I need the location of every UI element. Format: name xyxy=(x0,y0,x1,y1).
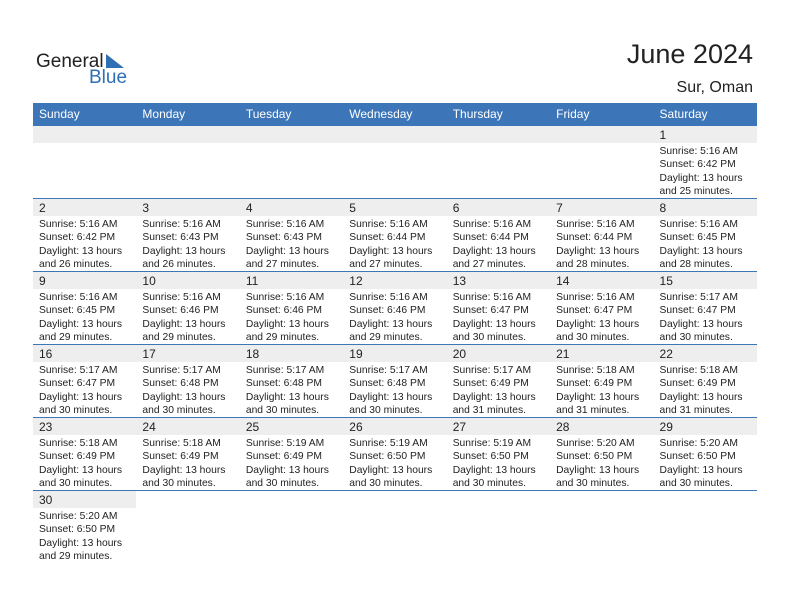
week-row xyxy=(33,418,757,491)
day-info xyxy=(447,216,550,271)
day-number: 27 xyxy=(452,420,467,434)
day-number: 18 xyxy=(245,347,260,361)
day-number: 29 xyxy=(659,420,673,434)
daylight-hours: Daylight: 13 hours xyxy=(659,464,743,476)
daylight-hours: Daylight: 13 hours xyxy=(452,245,536,257)
daylight-minutes: and 30 minutes. xyxy=(349,477,423,489)
day-cell xyxy=(33,345,136,417)
sunset-time: Sunset: 6:48 PM xyxy=(349,378,426,390)
sunset-time: Sunset: 6:42 PM xyxy=(39,232,116,244)
daylight-hours: Daylight: 13 hours xyxy=(245,391,329,403)
sunrise-time: Sunrise: 5:16 AM xyxy=(452,219,532,230)
daylight-minutes: and 30 minutes. xyxy=(142,477,216,489)
daylight-hours: Daylight: 13 hours xyxy=(659,172,743,184)
sunrise-time: Sunrise: 5:16 AM xyxy=(556,292,635,303)
day-number: 20 xyxy=(452,347,467,361)
weekday-thursday: Thursday xyxy=(452,107,503,121)
sunrise-time: Sunrise: 5:16 AM xyxy=(245,292,325,303)
sunrise-time: Sunrise: 5:20 AM xyxy=(659,438,738,449)
day-info xyxy=(550,289,653,344)
location-subtitle: Sur, Oman xyxy=(676,79,753,96)
day-info xyxy=(33,508,136,563)
sunset-time: Sunset: 6:47 PM xyxy=(556,305,633,317)
day-info xyxy=(343,216,446,271)
daylight-minutes: and 29 minutes. xyxy=(39,331,113,343)
sunset-time: Sunset: 6:45 PM xyxy=(39,305,116,317)
day-cell xyxy=(343,418,446,490)
sunset-time: Sunset: 6:44 PM xyxy=(452,232,529,244)
day-number: 2 xyxy=(39,201,46,215)
daylight-hours: Daylight: 13 hours xyxy=(349,245,433,257)
empty-day-cell xyxy=(240,491,343,564)
day-info xyxy=(343,362,446,417)
day-number-band xyxy=(550,199,653,216)
daylight-minutes: and 30 minutes. xyxy=(349,404,423,416)
day-cell xyxy=(136,345,239,417)
sunrise-time: Sunrise: 5:16 AM xyxy=(659,146,738,157)
day-info xyxy=(550,435,653,490)
daylight-hours: Daylight: 13 hours xyxy=(349,391,433,403)
sunset-time: Sunset: 6:49 PM xyxy=(556,378,633,390)
day-number-band xyxy=(550,126,653,143)
daylight-minutes: and 27 minutes. xyxy=(349,258,423,270)
day-number: 1 xyxy=(659,128,667,142)
daylight-minutes: and 30 minutes. xyxy=(39,404,113,416)
sunrise-time: Sunrise: 5:20 AM xyxy=(39,511,118,522)
day-cell xyxy=(136,199,239,271)
day-info xyxy=(136,435,239,490)
weeks-container xyxy=(33,126,757,564)
sunrise-time: Sunrise: 5:18 AM xyxy=(556,365,635,376)
sunrise-time: Sunrise: 5:18 AM xyxy=(659,365,738,376)
day-cell xyxy=(447,272,550,344)
daylight-minutes: and 29 minutes. xyxy=(39,550,113,562)
sunset-time: Sunset: 6:42 PM xyxy=(659,159,736,171)
daylight-minutes: and 30 minutes. xyxy=(556,331,630,343)
day-info xyxy=(550,362,653,417)
sunrise-time: Sunrise: 5:18 AM xyxy=(39,438,118,449)
day-number-band xyxy=(136,126,239,143)
day-number-band xyxy=(654,126,757,143)
day-info xyxy=(33,216,136,271)
day-number-band xyxy=(654,199,757,216)
daylight-hours: Daylight: 13 hours xyxy=(39,245,122,257)
daylight-hours: Daylight: 13 hours xyxy=(245,464,329,476)
empty-day-cell xyxy=(447,126,550,198)
empty-day-cell xyxy=(136,491,239,564)
daylight-hours: Daylight: 13 hours xyxy=(349,318,433,330)
daylight-minutes: and 26 minutes. xyxy=(39,258,113,270)
week-row xyxy=(33,126,757,199)
day-cell xyxy=(33,272,136,344)
day-info xyxy=(33,362,136,417)
sunset-time: Sunset: 6:48 PM xyxy=(142,378,219,390)
sunrise-time: Sunrise: 5:16 AM xyxy=(39,292,118,303)
daylight-hours: Daylight: 13 hours xyxy=(452,318,536,330)
daylight-minutes: and 29 minutes. xyxy=(245,331,320,343)
sunset-time: Sunset: 6:48 PM xyxy=(245,378,322,390)
day-cell xyxy=(136,418,239,490)
daylight-hours: Daylight: 13 hours xyxy=(349,464,433,476)
day-number-band xyxy=(447,126,550,143)
sunrise-time: Sunrise: 5:17 AM xyxy=(142,365,221,376)
day-info xyxy=(447,435,550,490)
empty-day-cell xyxy=(550,126,653,198)
day-number: 7 xyxy=(556,201,563,215)
daylight-minutes: and 30 minutes. xyxy=(659,331,733,343)
day-cell xyxy=(343,199,446,271)
empty-day-cell xyxy=(343,491,446,564)
day-info xyxy=(343,435,446,490)
day-number: 24 xyxy=(142,420,156,434)
day-number: 30 xyxy=(39,493,53,507)
daylight-minutes: and 27 minutes. xyxy=(245,258,320,270)
week-row xyxy=(33,491,757,564)
brand-logo xyxy=(36,51,136,91)
day-cell xyxy=(343,272,446,344)
page-title: June 2024 xyxy=(626,39,753,69)
daylight-minutes: and 30 minutes. xyxy=(556,477,630,489)
sunset-time: Sunset: 6:50 PM xyxy=(452,451,529,463)
day-cell xyxy=(33,199,136,271)
empty-day-cell xyxy=(447,491,550,564)
sunrise-time: Sunrise: 5:17 AM xyxy=(245,365,325,376)
sunrise-time: Sunrise: 5:16 AM xyxy=(452,292,532,303)
day-number: 14 xyxy=(556,274,570,288)
daylight-hours: Daylight: 13 hours xyxy=(142,245,226,257)
sunrise-time: Sunrise: 5:19 AM xyxy=(245,438,325,449)
sunset-time: Sunset: 6:44 PM xyxy=(349,232,426,244)
sunset-time: Sunset: 6:46 PM xyxy=(245,305,322,317)
sunset-time: Sunset: 6:49 PM xyxy=(452,378,529,390)
sunrise-time: Sunrise: 5:16 AM xyxy=(556,219,635,230)
day-cell xyxy=(654,199,757,271)
week-row xyxy=(33,199,757,272)
sunrise-time: Sunrise: 5:16 AM xyxy=(659,219,738,230)
daylight-hours: Daylight: 13 hours xyxy=(659,391,743,403)
weekday-tuesday: Tuesday xyxy=(245,107,292,121)
daylight-minutes: and 25 minutes. xyxy=(659,185,733,197)
day-info xyxy=(654,362,757,417)
daylight-hours: Daylight: 13 hours xyxy=(452,391,536,403)
daylight-hours: Daylight: 13 hours xyxy=(659,245,743,257)
day-info xyxy=(33,435,136,490)
sunrise-time: Sunrise: 5:16 AM xyxy=(142,219,221,230)
day-info xyxy=(654,289,757,344)
daylight-minutes: and 31 minutes. xyxy=(452,404,526,416)
day-info xyxy=(343,289,446,344)
daylight-hours: Daylight: 13 hours xyxy=(39,318,122,330)
day-cell xyxy=(550,199,653,271)
sunset-time: Sunset: 6:46 PM xyxy=(349,305,426,317)
daylight-minutes: and 31 minutes. xyxy=(556,404,630,416)
daylight-minutes: and 28 minutes. xyxy=(659,258,733,270)
day-cell xyxy=(240,272,343,344)
sunset-time: Sunset: 6:50 PM xyxy=(659,451,736,463)
day-number-band xyxy=(447,199,550,216)
day-number: 3 xyxy=(142,201,150,215)
day-number: 19 xyxy=(349,347,363,361)
day-cell xyxy=(550,345,653,417)
sunrise-time: Sunrise: 5:19 AM xyxy=(452,438,532,449)
day-cell xyxy=(343,345,446,417)
sunrise-time: Sunrise: 5:16 AM xyxy=(39,219,118,230)
day-cell xyxy=(654,345,757,417)
sunset-time: Sunset: 6:50 PM xyxy=(39,524,116,536)
sunrise-time: Sunrise: 5:16 AM xyxy=(245,219,325,230)
sunset-time: Sunset: 6:50 PM xyxy=(556,451,633,463)
logo-text-general: General xyxy=(36,51,104,72)
daylight-hours: Daylight: 13 hours xyxy=(245,245,329,257)
day-cell xyxy=(136,272,239,344)
sunset-time: Sunset: 6:44 PM xyxy=(556,232,633,244)
sunset-time: Sunset: 6:43 PM xyxy=(245,232,322,244)
day-info xyxy=(136,289,239,344)
sunset-time: Sunset: 6:49 PM xyxy=(142,451,219,463)
sunrise-time: Sunrise: 5:19 AM xyxy=(349,438,428,449)
day-number: 23 xyxy=(39,420,53,434)
day-number-band xyxy=(240,126,343,143)
day-number: 17 xyxy=(142,347,156,361)
sunrise-time: Sunrise: 5:17 AM xyxy=(659,292,738,303)
daylight-minutes: and 30 minutes. xyxy=(659,477,733,489)
day-number: 25 xyxy=(245,420,260,434)
sunrise-time: Sunrise: 5:20 AM xyxy=(556,438,635,449)
day-number-band xyxy=(343,126,446,143)
day-number: 13 xyxy=(452,274,467,288)
day-info xyxy=(240,216,343,271)
day-cell xyxy=(240,418,343,490)
weekday-saturday: Saturday xyxy=(659,107,708,121)
empty-day-cell xyxy=(550,491,653,564)
day-number-band xyxy=(136,199,239,216)
sunset-time: Sunset: 6:46 PM xyxy=(142,305,219,317)
sunset-time: Sunset: 6:47 PM xyxy=(659,305,736,317)
sunset-time: Sunset: 6:45 PM xyxy=(659,232,736,244)
daylight-hours: Daylight: 13 hours xyxy=(452,464,536,476)
daylight-hours: Daylight: 13 hours xyxy=(556,318,640,330)
day-cell xyxy=(447,199,550,271)
sunset-time: Sunset: 6:43 PM xyxy=(142,232,219,244)
day-number: 21 xyxy=(556,347,570,361)
logo-text-blue: Blue xyxy=(89,67,128,88)
empty-day-cell xyxy=(654,491,757,564)
day-info xyxy=(240,362,343,417)
day-cell xyxy=(240,345,343,417)
day-number: 10 xyxy=(142,274,156,288)
day-cell xyxy=(654,126,757,198)
day-cell xyxy=(33,418,136,490)
daylight-hours: Daylight: 13 hours xyxy=(245,318,329,330)
daylight-minutes: and 30 minutes. xyxy=(452,331,526,343)
weekday-friday: Friday xyxy=(556,107,590,121)
daylight-minutes: and 30 minutes. xyxy=(452,477,526,489)
daylight-minutes: and 28 minutes. xyxy=(556,258,630,270)
daylight-minutes: and 29 minutes. xyxy=(142,331,216,343)
daylight-hours: Daylight: 13 hours xyxy=(659,318,743,330)
day-info xyxy=(136,216,239,271)
sunrise-time: Sunrise: 5:17 AM xyxy=(452,365,532,376)
day-cell xyxy=(550,272,653,344)
week-row xyxy=(33,272,757,345)
daylight-minutes: and 31 minutes. xyxy=(659,404,733,416)
weekday-wednesday: Wednesday xyxy=(349,107,413,121)
calendar-grid xyxy=(33,103,757,564)
sunset-time: Sunset: 6:49 PM xyxy=(659,378,736,390)
day-number: 28 xyxy=(556,420,570,434)
day-cell xyxy=(240,199,343,271)
day-number: 26 xyxy=(349,420,363,434)
daylight-hours: Daylight: 13 hours xyxy=(39,537,122,549)
sunset-time: Sunset: 6:49 PM xyxy=(245,451,322,463)
day-cell xyxy=(550,418,653,490)
sunset-time: Sunset: 6:49 PM xyxy=(39,451,116,463)
day-number: 22 xyxy=(659,347,673,361)
day-info xyxy=(33,289,136,344)
daylight-hours: Daylight: 13 hours xyxy=(142,464,226,476)
day-number: 12 xyxy=(349,274,363,288)
day-number: 9 xyxy=(39,274,46,288)
day-cell xyxy=(33,491,136,564)
day-number: 5 xyxy=(349,201,356,215)
weekday-header xyxy=(33,103,757,126)
day-cell xyxy=(654,272,757,344)
sunrise-time: Sunrise: 5:17 AM xyxy=(39,365,118,376)
day-info xyxy=(654,216,757,271)
daylight-hours: Daylight: 13 hours xyxy=(556,391,640,403)
daylight-minutes: and 26 minutes. xyxy=(142,258,216,270)
empty-day-cell xyxy=(240,126,343,198)
daylight-hours: Daylight: 13 hours xyxy=(142,391,226,403)
day-info xyxy=(654,435,757,490)
daylight-minutes: and 30 minutes. xyxy=(245,477,320,489)
daylight-minutes: and 30 minutes. xyxy=(245,404,320,416)
daylight-hours: Daylight: 13 hours xyxy=(39,464,122,476)
day-cell xyxy=(447,345,550,417)
week-row xyxy=(33,345,757,418)
day-number-band xyxy=(33,126,136,143)
day-number-band xyxy=(33,199,136,216)
sunset-time: Sunset: 6:50 PM xyxy=(349,451,426,463)
day-cell xyxy=(447,418,550,490)
day-info xyxy=(136,362,239,417)
day-number-band xyxy=(33,272,136,289)
sunset-time: Sunset: 6:47 PM xyxy=(452,305,529,317)
day-number: 16 xyxy=(39,347,53,361)
sunrise-time: Sunrise: 5:16 AM xyxy=(142,292,221,303)
day-number: 15 xyxy=(659,274,673,288)
day-info xyxy=(447,362,550,417)
sunset-time: Sunset: 6:47 PM xyxy=(39,378,116,390)
sunrise-time: Sunrise: 5:16 AM xyxy=(349,219,428,230)
sunrise-time: Sunrise: 5:18 AM xyxy=(142,438,221,449)
day-number-band xyxy=(343,199,446,216)
sunrise-time: Sunrise: 5:17 AM xyxy=(349,365,428,376)
weekday-monday: Monday xyxy=(142,107,186,121)
daylight-hours: Daylight: 13 hours xyxy=(556,245,640,257)
day-info xyxy=(240,435,343,490)
sunrise-time: Sunrise: 5:16 AM xyxy=(349,292,428,303)
empty-day-cell xyxy=(343,126,446,198)
day-info xyxy=(447,289,550,344)
weekday-sunday: Sunday xyxy=(39,107,80,121)
day-number-band xyxy=(240,199,343,216)
day-info xyxy=(240,289,343,344)
day-cell xyxy=(654,418,757,490)
daylight-minutes: and 27 minutes. xyxy=(452,258,526,270)
empty-day-cell xyxy=(136,126,239,198)
empty-day-cell xyxy=(33,126,136,198)
day-info xyxy=(550,216,653,271)
daylight-minutes: and 30 minutes. xyxy=(142,404,216,416)
day-number: 6 xyxy=(452,201,460,215)
day-number: 8 xyxy=(659,201,667,215)
daylight-hours: Daylight: 13 hours xyxy=(556,464,640,476)
daylight-hours: Daylight: 13 hours xyxy=(142,318,226,330)
daylight-minutes: and 30 minutes. xyxy=(39,477,113,489)
day-number: 4 xyxy=(245,201,253,215)
daylight-minutes: and 29 minutes. xyxy=(349,331,423,343)
day-info xyxy=(654,143,757,198)
daylight-hours: Daylight: 13 hours xyxy=(39,391,122,403)
day-number: 11 xyxy=(245,274,259,288)
